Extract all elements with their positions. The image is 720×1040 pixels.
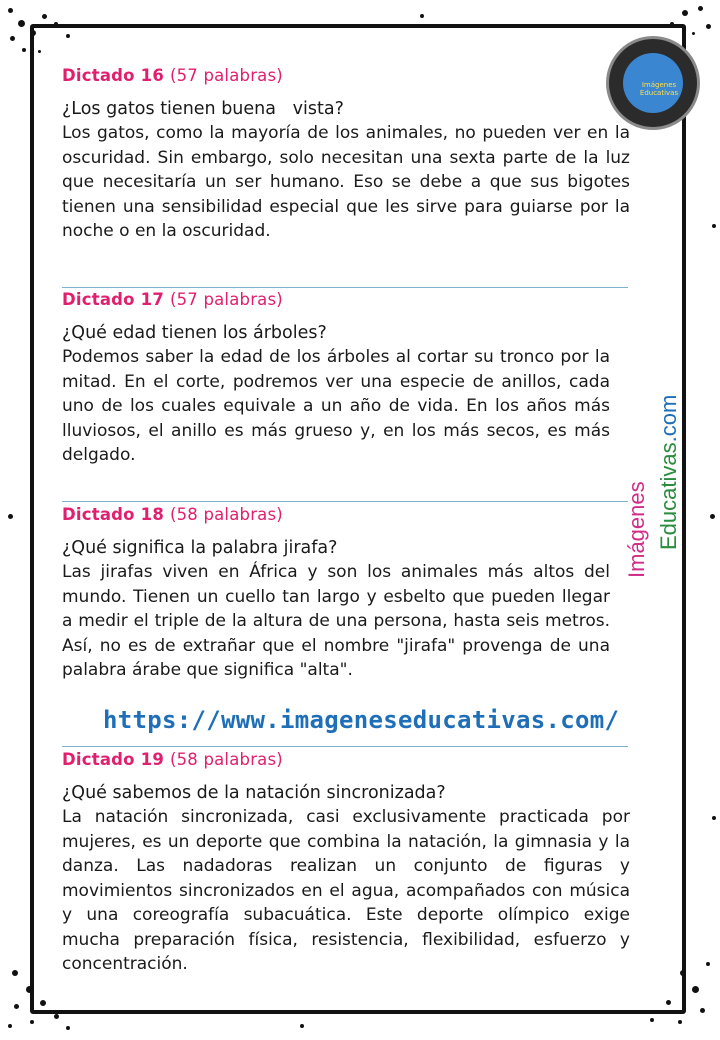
dictation-17: [62, 290, 610, 468]
section-text: Podemos saber la edad de los árboles al cortar su tronco por la mitad. En el corte, podremos ver una especie de anillos, cada uno de los cuales equivale a un año de vida. En los años más lluviosos, el anillo es más grueso y, en los más secos, es más delgado.: [62, 347, 610, 465]
section-text: Las jirafas viven en África y son los animales más altos del mundo. Tienen un cuello tan largo y esbelto que pueden llegar a medir el triple de la altura de una persona, hasta seis metros. Así, no es de extrañar que el nombre "jirafa" provenga de una palabra árabe que significa "alta".: [62, 562, 610, 680]
side-dot: [420, 14, 424, 18]
section-title: Dictado 16 (57 palabras): [62, 66, 283, 85]
section-divider: [62, 501, 628, 502]
side-dot: [712, 224, 716, 228]
side-brand-logo: [604, 380, 694, 580]
side-dot: [710, 514, 715, 519]
side-logo-line2: Educativas.com: [656, 394, 681, 550]
word-count: (58 palabras): [169, 505, 283, 524]
side-dot: [300, 1024, 304, 1028]
section-question: ¿Qué sabemos de la natación sincronizada?: [62, 783, 446, 803]
word-count: (58 palabras): [169, 750, 283, 769]
side-dot: [8, 514, 13, 519]
section-text: La natación sincronizada, casi exclusivamente practicada por mujeres, es un deporte que combina la natación, la gimnasia y la danza. Las nadadoras realizan un conjunto de figuras y movimientos sincronizados en el agua, acompañados con música y una coreografía subacuática. Este deporte olímpico exige mucha preparación física, resistencia, flexibilidad, esfuerzo y concentración.: [62, 807, 630, 974]
word-count: (57 palabras): [169, 290, 283, 309]
dictation-19: [62, 750, 630, 977]
section-title: Dictado 19 (58 palabras): [62, 750, 283, 769]
dictation-18: [62, 505, 610, 683]
section-title: Dictado 18 (58 palabras): [62, 505, 283, 524]
side-dot: [712, 816, 716, 820]
corner-dots-bottom-right: [630, 950, 720, 1040]
website-url[interactable]: https://www.imageneseducativas.com/: [103, 706, 620, 734]
section-question: ¿Qué edad tienen los árboles?: [62, 323, 327, 343]
word-count: (57 palabras): [169, 66, 283, 85]
dictation-16: [62, 66, 630, 244]
logo-text: Imágenes Educativas: [639, 81, 679, 97]
section-question: ¿Los gatos tienen buena vista?: [62, 99, 344, 119]
section-divider: [62, 746, 628, 747]
section-divider: [62, 287, 628, 288]
section-question: ¿Qué significa la palabra jirafa?: [62, 538, 338, 558]
side-logo-line1: Imágenes: [624, 481, 649, 578]
section-text: Los gatos, como la mayoría de los animales, no pueden ver en la oscuridad. Sin embargo, solo necesitan una sexta parte de la luz que necesitaría un ser humano. Eso se debe a que sus bigotes tienen una sensibilidad especial que les sirve para guiarse por la noche o en la oscuridad.: [62, 123, 630, 241]
section-title: Dictado 17 (57 palabras): [62, 290, 283, 309]
